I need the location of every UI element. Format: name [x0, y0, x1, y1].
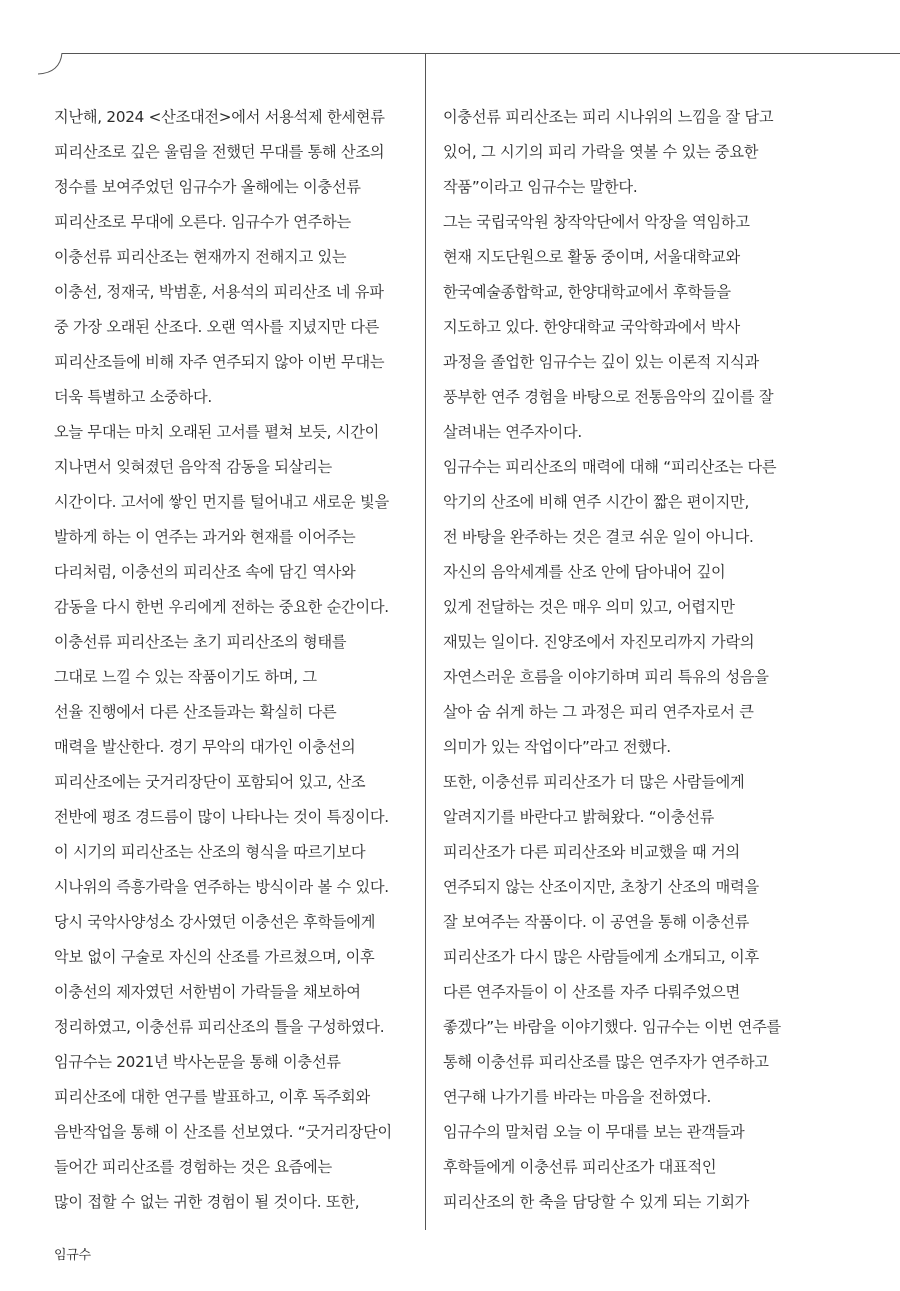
text-line: 지나면서 잊혀졌던 음악적 감동을 되살리는 [54, 458, 332, 476]
text-line: 의미가 있는 작업이다”라고 전했다. [443, 738, 671, 756]
text-line: 전 바탕을 완주하는 것은 결코 쉬운 일이 아니다. [443, 528, 754, 546]
text-line: 피리산조가 다시 많은 사람들에게 소개되고, 이후 [443, 948, 759, 966]
text-line: 또한, 이충선류 피리산조가 더 많은 사람들에게 [443, 773, 745, 791]
text-line: 악기의 산조에 비해 연주 시간이 짧은 편이지만, [443, 493, 750, 511]
right-text-column [443, 100, 798, 1220]
text-line: 정리하였고, 이충선류 피리산조의 틀을 구성하였다. [54, 1018, 385, 1036]
text-line: 중 가장 오래된 산조다. 오랜 역사를 지녔지만 다른 [54, 318, 380, 336]
text-line: 임규수의 말처럼 오늘 이 무대를 보는 관객들과 [443, 1123, 745, 1141]
text-line: 감동을 다시 한번 우리에게 전하는 중요한 순간이다. [54, 598, 389, 616]
text-line: 후학들에게 이충선류 피리산조가 대표적인 [443, 1158, 717, 1176]
text-line: 들어간 피리산조를 경험하는 것은 요즘에는 [54, 1158, 332, 1176]
text-line: 다리처럼, 이충선의 피리산조 속에 담긴 역사와 [54, 563, 356, 581]
text-line: 과정을 졸업한 임규수는 깊이 있는 이론적 지식과 [443, 353, 759, 371]
text-line: 선율 진행에서 다른 산조들과는 확실히 다른 [54, 703, 337, 721]
text-line: 있게 전달하는 것은 매우 의미 있고, 어렵지만 [443, 598, 735, 616]
text-line: 오늘 무대는 마치 오래된 고서를 펼쳐 보듯, 시간이 [54, 423, 380, 441]
text-line: 더욱 특별하고 소중하다. [54, 388, 212, 406]
text-line: 정수를 보여주었던 임규수가 올해에는 이충선류 [54, 178, 361, 196]
text-line: 임규수는 피리산조의 매력에 대해 “피리산조는 다른 [443, 458, 777, 476]
text-line: 재밌는 일이다. 진양조에서 자진모리까지 가락의 [443, 633, 755, 651]
text-line: 이 시기의 피리산조는 산조의 형식을 따르기보다 [54, 843, 366, 861]
text-line: 많이 접할 수 없는 귀한 경험이 될 것이다. 또한, [54, 1193, 360, 1211]
text-line: 잘 보여주는 작품이다. 이 공연을 통해 이충선류 [443, 913, 750, 931]
text-line: 알려지기를 바란다고 밝혀왔다. “이충선류 [443, 808, 715, 826]
top-rule [62, 53, 900, 54]
text-line: 그대로 느낄 수 있는 작품이기도 하며, 그 [54, 668, 317, 686]
text-line: 매력을 발산한다. 경기 무악의 대가인 이충선의 [54, 738, 356, 756]
text-line: 피리산조의 한 축을 담당할 수 있게 되는 기회가 [443, 1193, 750, 1211]
text-line: 당시 국악사양성소 강사였던 이충선은 후학들에게 [54, 913, 376, 931]
text-line: 현재 지도단원으로 활동 중이며, 서울대학교와 [443, 248, 740, 266]
text-line: 피리산조에 대한 연구를 발표하고, 이후 독주회와 [54, 1088, 370, 1106]
text-line: 이충선류 피리산조는 현재까지 전해지고 있는 [54, 248, 347, 266]
text-line: 통해 이충선류 피리산조를 많은 연주자가 연주하고 [443, 1053, 769, 1071]
text-line: 자신의 음악세계를 산조 안에 담아내어 깊이 [443, 563, 726, 581]
text-line: 이충선류 피리산조는 피리 시나위의 느낌을 잘 담고 [443, 108, 774, 126]
text-line: 있어, 그 시기의 피리 가락을 엿볼 수 있는 중요한 [443, 143, 759, 161]
text-line: 살려내는 연주자이다. [443, 423, 582, 441]
text-line: 작품”이라고 임규수는 말한다. [443, 178, 638, 196]
text-line: 시나위의 즉흥가락을 연주하는 방식이라 볼 수 있다. [54, 878, 389, 896]
text-line: 다른 연주자들이 이 산조를 자주 다뤄주었으면 [443, 983, 740, 1001]
text-line: 피리산조가 다른 피리산조와 비교했을 때 거의 [443, 843, 740, 861]
text-line: 발하게 하는 이 연주는 과거와 현재를 이어주는 [54, 528, 356, 546]
text-line: 연구해 나가기를 바라는 마음을 전하였다. [443, 1088, 712, 1106]
text-line: 음반작업을 통해 이 산조를 선보였다. “굿거리장단이 [54, 1123, 392, 1141]
text-line: 임규수는 2021년 박사논문을 통해 이충선류 [54, 1053, 341, 1071]
footer-caption: 임규수 [54, 1248, 91, 1263]
text-line: 이충선류 피리산조는 초기 피리산조의 형태를 [54, 633, 347, 651]
text-line: 시간이다. 고서에 쌓인 먼지를 털어내고 새로운 빛을 [54, 493, 389, 511]
text-line: 피리산조에는 굿거리장단이 포함되어 있고, 산조 [54, 773, 366, 791]
corner-curve-ornament [38, 53, 78, 77]
text-line: 이충선, 정재국, 박범훈, 서용석의 피리산조 네 유파 [54, 283, 384, 301]
left-text-column [54, 100, 406, 1220]
text-line: 살아 숨 쉬게 하는 그 과정은 피리 연주자로서 큰 [443, 703, 754, 721]
text-line: 한국예술종합학교, 한양대학교에서 후학들을 [443, 283, 731, 301]
text-line: 전반에 평조 경드름이 많이 나타나는 것이 특징이다. [54, 808, 389, 826]
text-line: 이충선의 제자였던 서한범이 가락들을 채보하여 [54, 983, 361, 1001]
text-line: 좋겠다”는 바람을 이야기했다. 임규수는 이번 연주를 [443, 1018, 781, 1036]
text-line: 지도하고 있다. 한양대학교 국악학과에서 박사 [443, 318, 740, 336]
text-line: 피리산조로 깊은 울림을 전했던 무대를 통해 산조의 [54, 143, 385, 161]
text-line: 지난해, 2024 <산조대전>에서 서용석제 한세현류 [54, 108, 385, 126]
text-line: 그는 국립국악원 창작악단에서 악장을 역임하고 [443, 213, 750, 231]
text-line: 풍부한 연주 경험을 바탕으로 전통음악의 깊이를 잘 [443, 388, 774, 406]
text-line: 악보 없이 구술로 자신의 산조를 가르쳤으며, 이후 [54, 948, 375, 966]
text-line: 피리산조로 무대에 오른다. 임규수가 연주하는 [54, 213, 351, 231]
column-divider [425, 53, 426, 1230]
text-line: 자연스러운 흐름을 이야기하며 피리 특유의 성음을 [443, 668, 769, 686]
text-line: 피리산조들에 비해 자주 연주되지 않아 이번 무대는 [54, 353, 385, 371]
text-line: 연주되지 않는 산조이지만, 초창기 산조의 매력을 [443, 878, 759, 896]
